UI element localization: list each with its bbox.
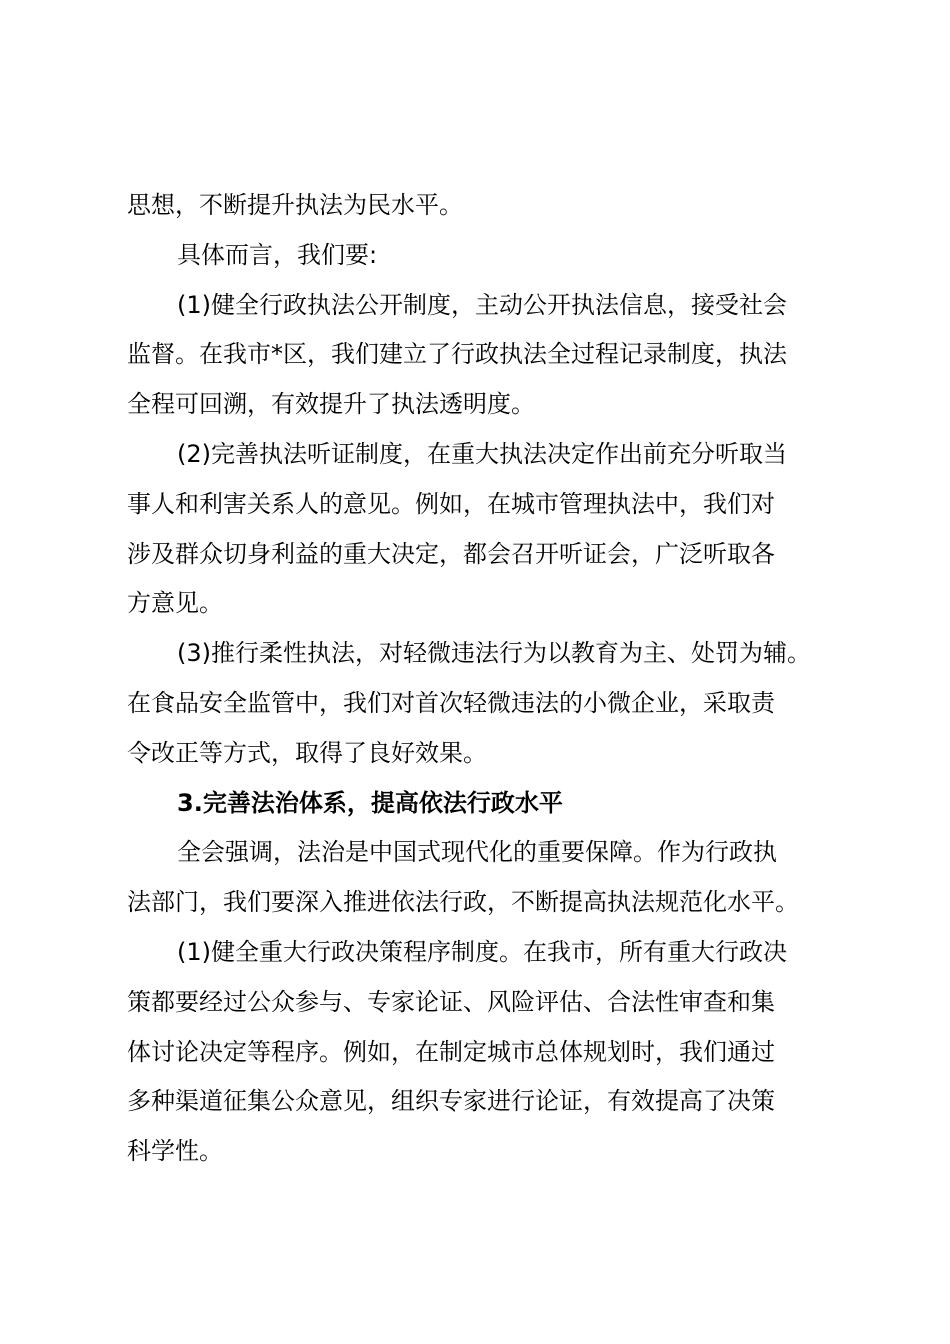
text-line: 思想，不断提升执法为民水平。 [127,191,463,219]
text-line: 体讨论决定等程序。例如，在制定城市总体规划时，我们通过 [127,1037,775,1066]
text-line: 全会强调，法治是中国式现代化的重要保障。作为行政执 [177,838,777,867]
text-line: (3)推行柔性执法，对轻微违法行为以教育为主、处罚为辅。 [177,639,811,668]
text-line: 多种渠道征集公众意见，组织专家进行论证，有效提高了决策 [127,1087,775,1116]
text-line: 事人和利害关系人的意见。例如，在城市管理执法中，我们对 [127,489,775,518]
text-line: 科学性。 [127,1137,223,1166]
text-line: 具体而言，我们要: [177,240,378,269]
text-line: 在食品安全监管中，我们对首次轻微违法的小微企业，采取责 [127,688,775,717]
section-heading: 3.完善法治体系，提高依法行政水平 [177,788,563,817]
text-line: (2)完善执法听证制度，在重大执法决定作出前充分听取当 [177,439,787,468]
text-line: 策都要经过公众参与、专家论证、风险评估、合法性审查和集 [127,987,775,1016]
text-line: 法部门，我们要深入推进依法行政，不断提高执法规范化水平。 [127,888,799,917]
text-line: (1)健全重大行政决策程序制度。在我市，所有重大行政决 [177,937,787,966]
text-line: 全程可回溯，有效提升了执法透明度。 [127,390,535,419]
text-line: 令改正等方式，取得了良好效果。 [127,738,487,767]
text-line: 监督。在我市*区，我们建立了行政执法全过程记录制度，执法 [127,340,787,369]
text-line: 方意见。 [127,589,223,618]
text-line: (1)健全行政执法公开制度，主动公开执法信息，接受社会 [177,290,787,319]
text-line: 涉及群众切身利益的重大决定，都会召开听证会，广泛听取各 [127,539,775,568]
document-body [127,181,839,1177]
